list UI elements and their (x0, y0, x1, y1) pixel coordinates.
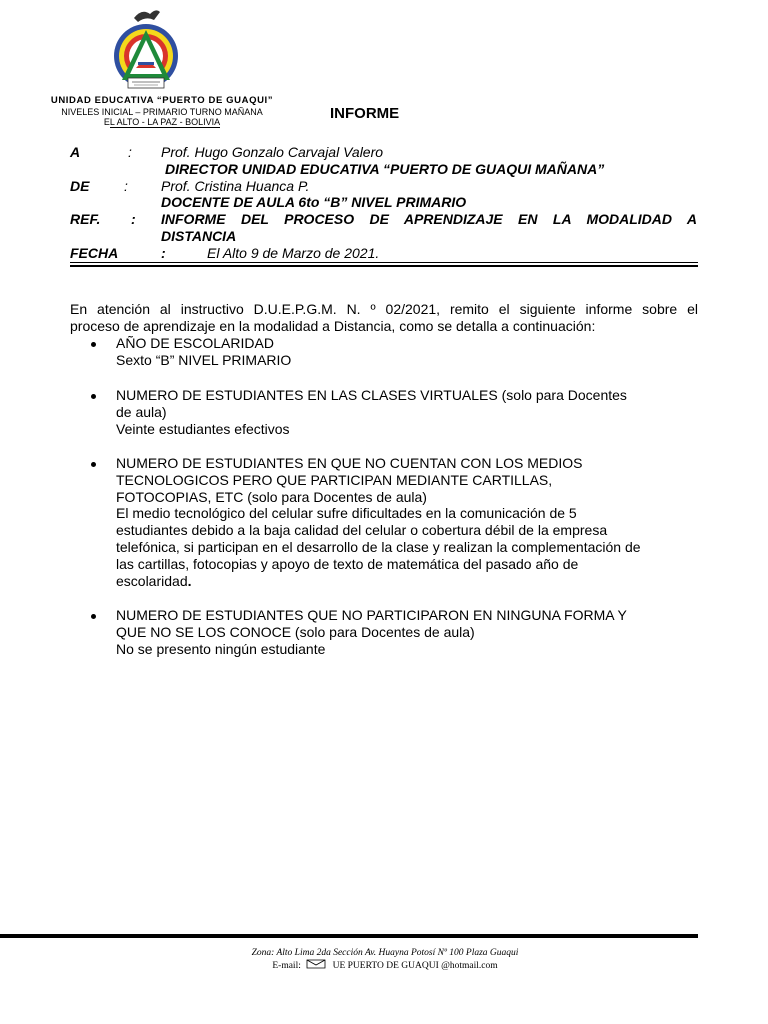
footer-divider (0, 934, 698, 938)
envelope-icon (306, 959, 326, 969)
item-3-title-2: TECNOLOGICOS PERO QUE PARTICIPAN MEDIANTE CARTILLAS, (116, 472, 553, 488)
bullet-icon (90, 336, 98, 344)
item-3-title-1: NUMERO DE ESTUDIANTES EN QUE NO CUENTAN CON LOS MEDIOS (116, 455, 583, 471)
to-colon: : (128, 144, 132, 160)
email-value: UE PUERTO DE GUAQUI @hotmail.com (332, 961, 498, 971)
date-colon: : (161, 245, 166, 261)
ref-line-2: DISTANCIA (161, 228, 237, 244)
header-divider-thin (70, 262, 698, 263)
item-2-title-2: de aula) (116, 404, 167, 420)
school-levels: NIVELES INICIAL – PRIMARIO TURNO MAÑANA (61, 107, 263, 117)
to-title: DIRECTOR UNIDAD EDUCATIVA “PUERTO DE GUAQUI MAÑANA” (165, 161, 605, 177)
ref-colon: : (131, 211, 136, 227)
header-divider-thick (70, 265, 698, 267)
item-3-text-5-end: . (187, 573, 192, 589)
ref-label: REF. (70, 211, 101, 227)
to-label: A (70, 144, 81, 160)
date-value: El Alto 9 de Marzo de 2021. (207, 245, 380, 261)
intro-line-2: proceso de aprendizaje en la modalidad a Distancia, como se detalla a continuación: (70, 318, 596, 334)
item-1-title: AÑO DE ESCOLARIDAD (116, 335, 274, 351)
from-name: Prof. Cristina Huanca P. (161, 178, 310, 194)
intro-line-1: En atención al instructivo D.U.E.P.G.M. N. º 02/2021, remito el siguiente informe sobre el (70, 301, 698, 317)
footer-email (120, 959, 650, 971)
from-title: DOCENTE DE AULA 6to “B” NIVEL PRIMARIO (161, 194, 467, 210)
item-3-text-4: las cartillas, fotocopias y apoyo de texto de matemática del pasado año de (116, 556, 579, 572)
document-title: INFORME (330, 105, 400, 122)
date-label: FECHA (70, 245, 119, 261)
from-colon: : (124, 178, 128, 194)
item-4-title-1: NUMERO DE ESTUDIANTES QUE NO PARTICIPARON EN NINGUNA FORMA Y (116, 607, 627, 623)
school-name: UNIDAD EDUCATIVA “PUERTO DE GUAQUI” (50, 95, 274, 106)
item-1-value: Sexto “B” NIVEL PRIMARIO (116, 352, 292, 368)
school-city: EL ALTO - LA PAZ - BOLIVIA (103, 117, 221, 127)
school-crest-icon (108, 4, 184, 96)
bullet-icon (90, 608, 98, 616)
from-label: DE (70, 178, 90, 194)
city-underline (110, 127, 220, 128)
item-2-value: Veinte estudiantes efectivos (116, 421, 290, 437)
bullet-icon (90, 456, 98, 464)
item-3-text-1: El medio tecnológico del celular sufre dificultades en la comunicación de 5 (116, 505, 577, 521)
item-3-text-5 (116, 573, 698, 590)
item-3-text-5-main: escolaridad (116, 573, 188, 589)
footer-address: Zona: Alto Lima 2da Sección Av. Huayna Potosí Nº 100 Plaza Guaqui (251, 948, 519, 958)
item-4-title-2: QUE NO SE LOS CONOCE (solo para Docentes de aula) (116, 624, 475, 640)
item-3-text-3: telefónica, si participan en el desarrollo de la clase y realizan la complementación de (116, 539, 641, 555)
email-label: E-mail: (272, 961, 301, 971)
bullet-icon (90, 388, 98, 396)
item-2-title-1: NUMERO DE ESTUDIANTES EN LAS CLASES VIRTUALES (solo para Docentes (116, 387, 627, 403)
ref-line-1: INFORME DEL PROCESO DE APRENDIZAJE EN LA MODALIDAD A (161, 211, 697, 227)
item-3-text-2: estudiantes debido a la baja calidad del celular o cobertura débil de la empresa (116, 522, 608, 538)
to-name: Prof. Hugo Gonzalo Carvajal Valero (161, 144, 384, 160)
item-3-title-3: FOTOCOPIAS, ETC (solo para Docentes de aula) (116, 489, 427, 505)
item-4-value: No se presento ningún estudiante (116, 641, 326, 657)
